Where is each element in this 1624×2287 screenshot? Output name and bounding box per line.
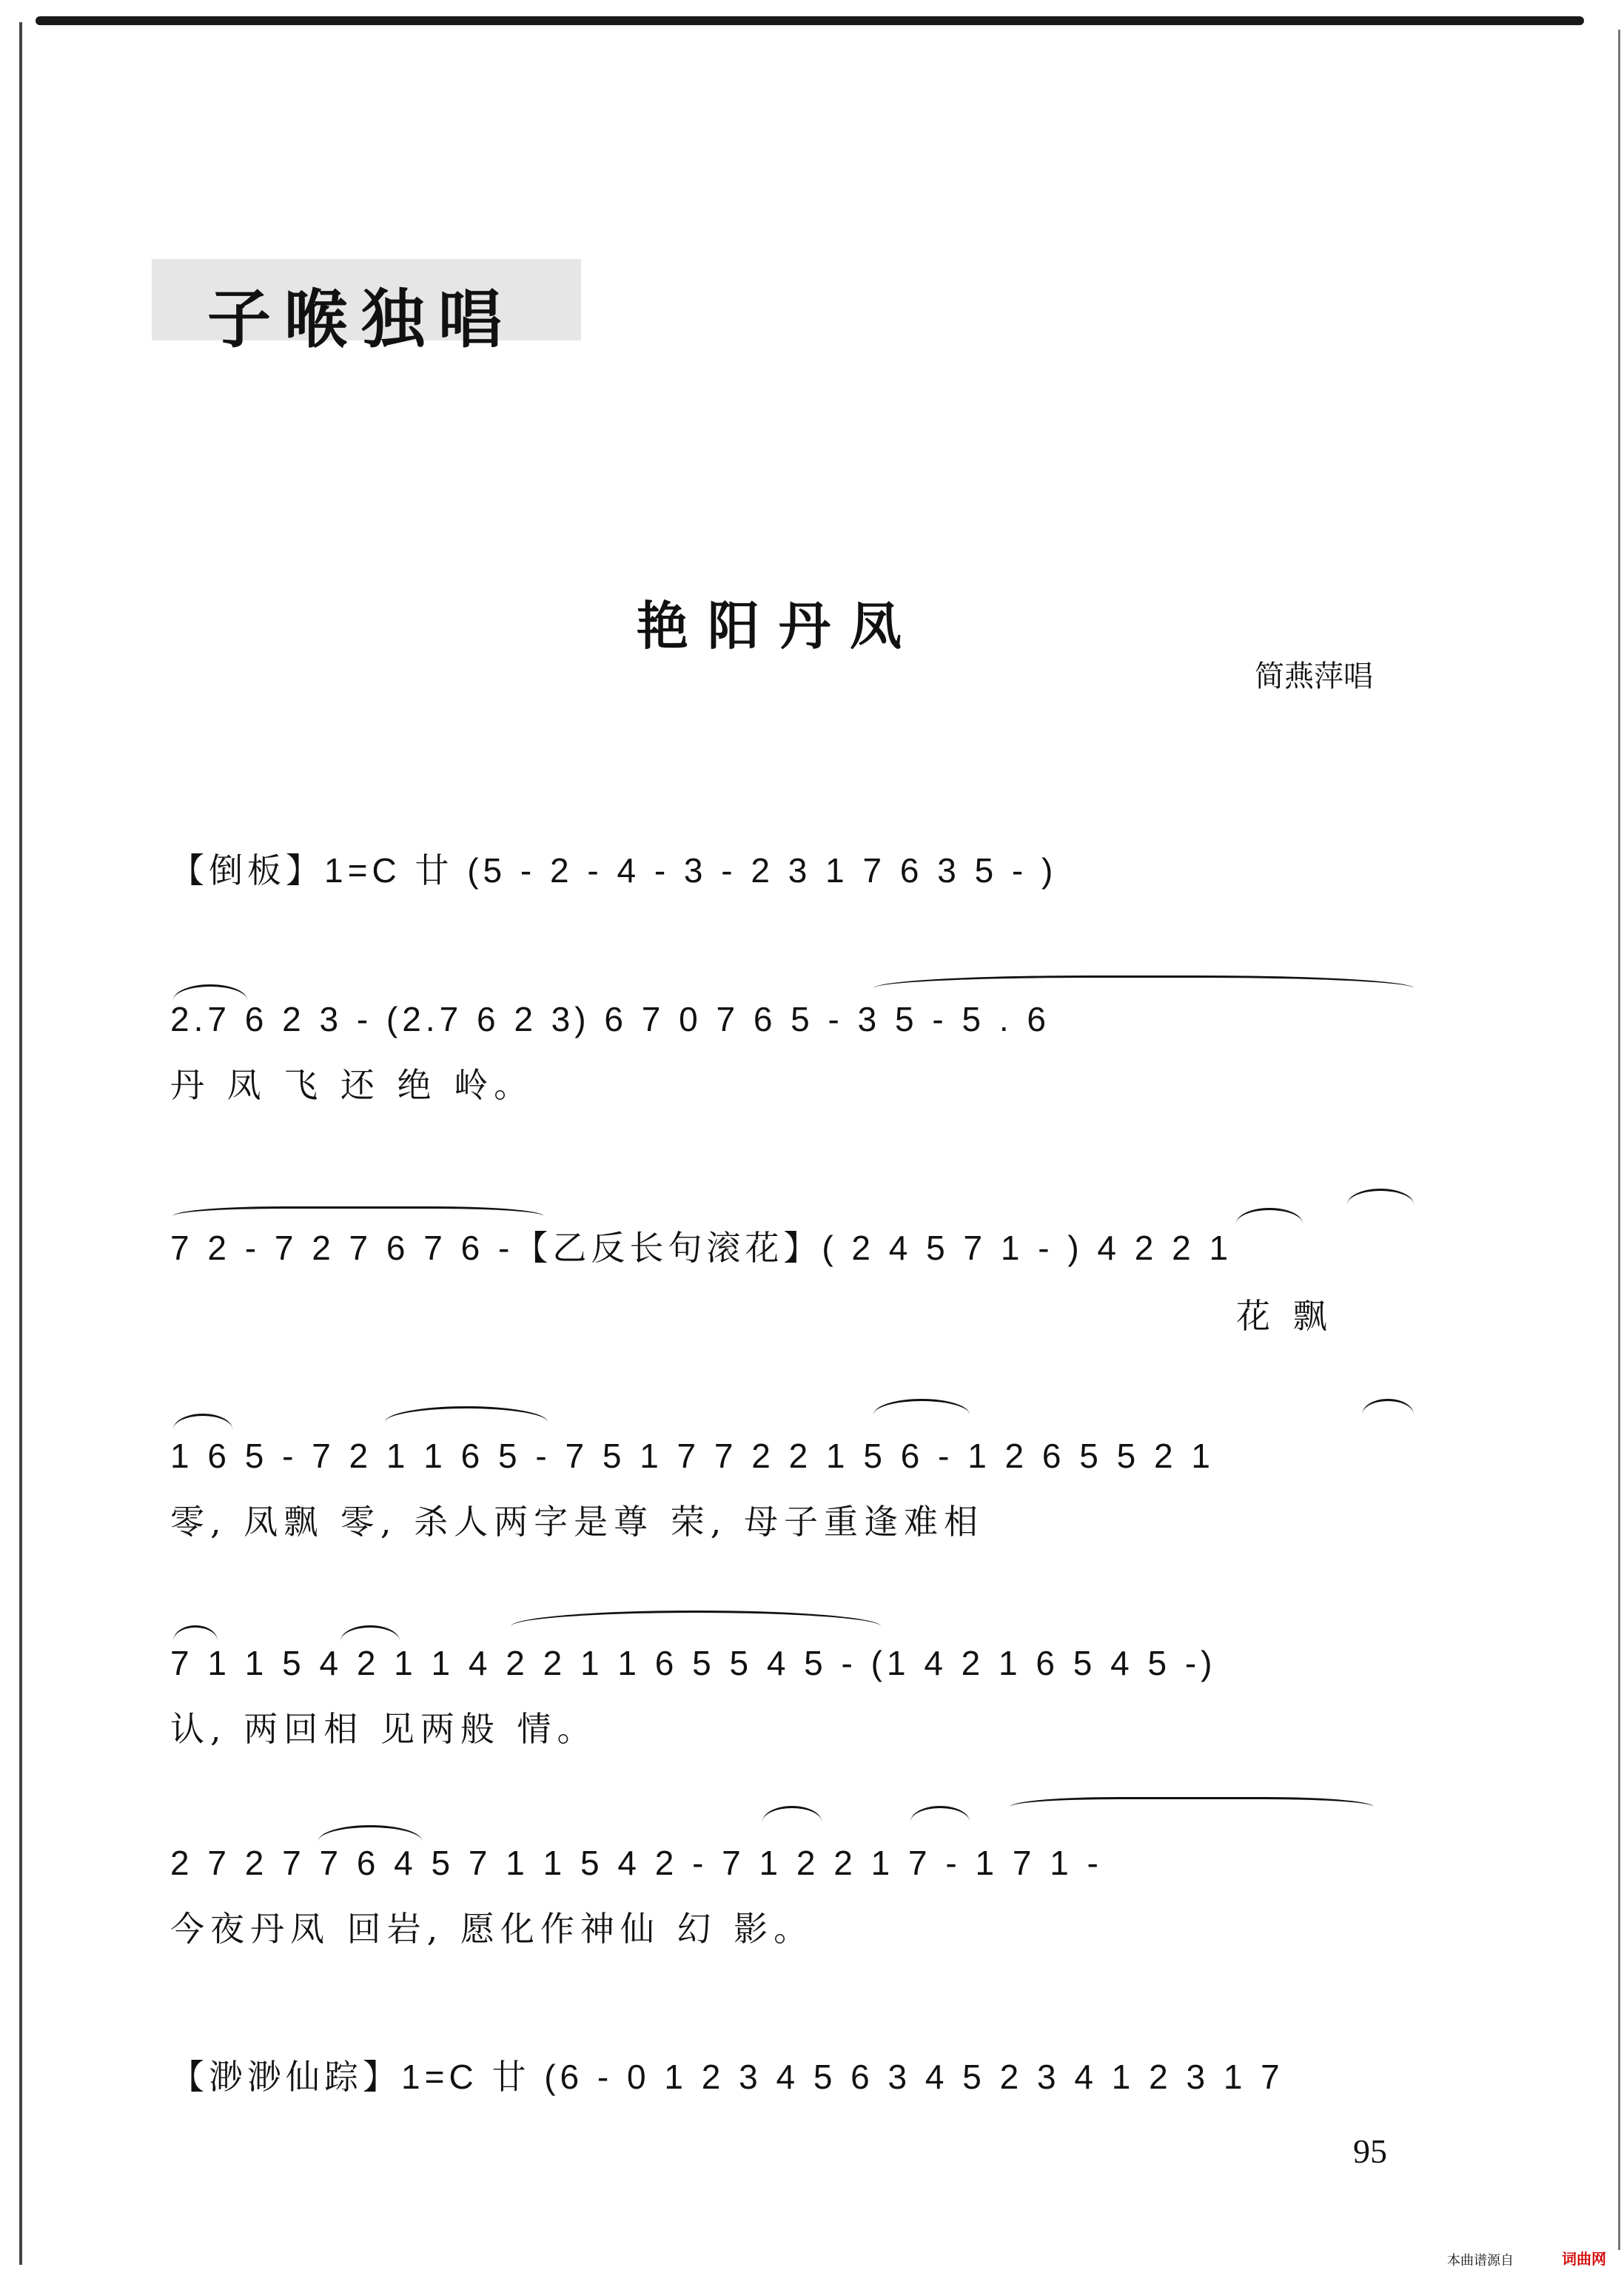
slur-mark [873,1399,970,1431]
slur-mark [1362,1399,1414,1431]
slur-mark [385,1406,548,1438]
score-line-3 [170,1221,1333,1338]
tie-mark [1010,1797,1373,1829]
tie-mark [173,1206,543,1238]
song-title: 艳阳丹凤 [637,595,921,656]
notation: 7 2 - 7 2 7 6 7 6 -【乙反长句滚花】( 2 4 5 7 1 - ) 4 2 2 1 [170,1229,1233,1267]
lyrics: 花 飘 [1236,1296,1333,1336]
page-number: 95 [1353,2132,1387,2170]
slur-mark [340,1625,400,1657]
slur-mark [173,984,247,1016]
slur-mark [762,1806,822,1838]
left-margin-line [19,22,22,2265]
lyrics: 今夜丹凤 回岩, 愿化作神仙 幻 影。 [170,1909,814,1949]
site-logo[interactable]: 词曲网 [1562,2250,1606,2268]
score-line-2 [170,999,1050,1107]
section-title: 子喉独唱 [207,282,515,357]
slur-mark [173,1625,218,1657]
tie-mark [873,975,1414,1007]
score-line-7 [170,2050,1284,2099]
slur-mark [511,1611,881,1642]
footer-source-label: 本曲谱源自 [1447,2253,1514,2268]
top-border-bar [36,16,1584,25]
lyrics: 认, 两回相 见两般 情。 [170,1709,597,1749]
notation: 【倒板】1=C 廿 (5 - 2 - 4 - 3 - 2 3 1 7 6 3 5 - ) [170,851,1058,890]
score-line-6 [170,1843,1103,1951]
slur-mark [910,1806,970,1838]
lyrics: 零, 凤飘 零, 杀人两字是尊 荣, 母子重逢难相 [170,1502,984,1542]
notation: 2 7 2 7 7 6 4 5 7 1 1 5 4 2 - 7 1 2 2 1 7 - 1 7 1 - [170,1844,1103,1882]
notation: 7 1 1 5 4 2 1 1 4 2 2 1 1 6 5 5 4 5 - (1 4 2 1 6 5 4 5 -) [170,1644,1217,1682]
score-line-1 [170,844,1057,893]
lyrics: 丹 凤 飞 还 绝 岭。 [170,1065,534,1105]
performer-credit: 简燕萍唱 [1255,659,1373,694]
slur-mark [1347,1189,1414,1220]
notation: 2.7 6 2 3 - (2.7 6 2 3) 6 7 0 7 6 5 - 3 5 - 5 . 6 [170,1000,1050,1038]
notation: 1 6 5 - 7 2 1 1 6 5 - 7 5 1 7 7 2 2 1 5 6 - 1 2 6 5 5 2 1 [170,1437,1215,1475]
slur-mark [318,1825,422,1857]
slur-mark [173,1414,232,1445]
notation: 【渺渺仙踪】1=C 廿 (6 - 0 1 2 3 4 5 6 3 4 5 2 3 4 1 2 3 1 7 [170,2058,1284,2096]
slur-mark [1236,1208,1303,1240]
score-line-4 [170,1436,1215,1544]
right-margin-line [1618,30,1620,2250]
score-line-5 [170,1643,1217,1751]
